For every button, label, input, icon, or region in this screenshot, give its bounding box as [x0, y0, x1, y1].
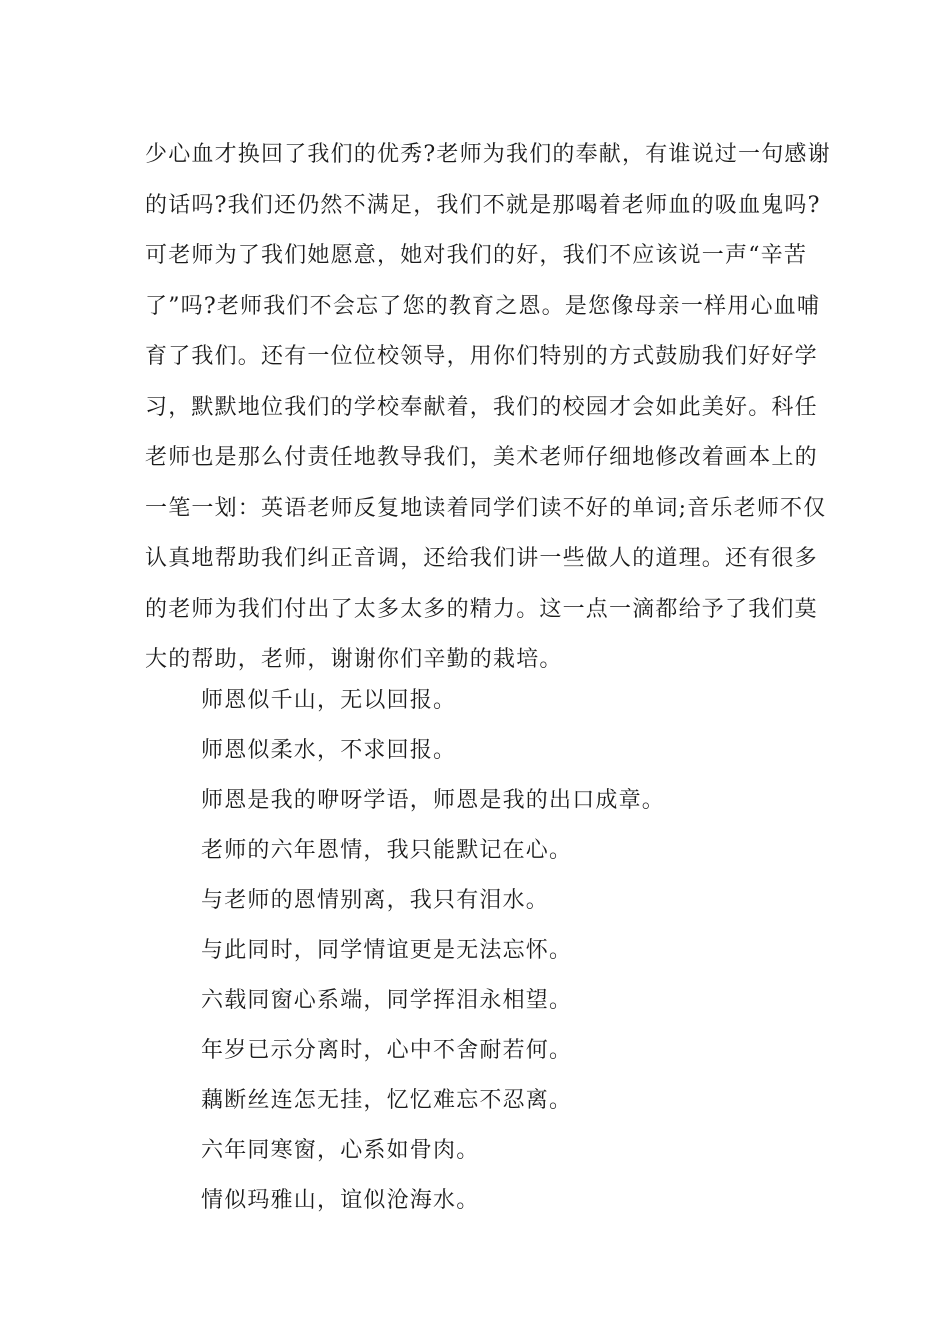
- paragraph-line: 可老师为了我们她愿意，她对我们的好，我们不应该说一声“辛苦: [145, 243, 808, 268]
- paragraph-line: 一笔一划：英语老师反复地读着同学们读不好的单词;音乐老师不仅: [145, 495, 827, 521]
- verse-line: 六载同窗心系端，同学挥泪永相望。: [201, 988, 573, 1013]
- verse-line: 师恩似柔水，不求回报。: [201, 738, 457, 763]
- paragraph-line: 认真地帮助我们纠正音调，还给我们讲一些做人的道理。还有很多: [145, 546, 818, 571]
- verse-list: [201, 676, 821, 1226]
- verse-line: 六年同寒窗，心系如骨肉。: [201, 1138, 480, 1163]
- paragraph-line: 了”吗?老师我们不会忘了您的教育之恩。是您像母亲一样用心血哺: [145, 293, 821, 319]
- paragraph-line: 少心血才换回了我们的优秀?老师为我们的奉献，有谁说过一句感谢: [145, 142, 831, 167]
- paragraph-line: 大的帮助，老师，谢谢你们辛勤的栽培。: [145, 647, 563, 672]
- paragraph-line: 的老师为我们付出了太多太多的精力。这一点一滴都给予了我们莫: [145, 596, 818, 622]
- verse-line: 情似玛雅山，谊似沧海水。: [201, 1188, 480, 1213]
- verse-line: 藕断丝连怎无挂，忆忆难忘不忍离。: [201, 1088, 573, 1113]
- paragraph-line: 老师也是那么付责任地教导我们，美术老师仔细地修改着画本上的: [145, 445, 818, 470]
- verse-line: 与老师的恩情别离，我只有泪水。: [201, 888, 550, 913]
- paragraph-line: 育了我们。还有一位位校领导，用你们特别的方式鼓励我们好好学: [145, 344, 818, 369]
- verse-line: 师恩是我的咿呀学语，师恩是我的出口成章。: [201, 788, 666, 813]
- paragraph-line: 的话吗?我们还仍然不满足，我们不就是那喝着老师血的吸血鬼吗?: [145, 192, 821, 218]
- paragraph-line: 习，默默地位我们的学校奉献着，我们的校园才会如此美好。科任: [145, 394, 818, 420]
- verse-line: 年岁已示分离时，心中不舍耐若何。: [201, 1038, 573, 1063]
- verse-line: 老师的六年恩情，我只能默记在心。: [201, 838, 573, 863]
- verse-line: 与此同时，同学情谊更是无法忘怀。: [201, 938, 573, 963]
- body-paragraph: [145, 130, 831, 686]
- verse-line: 师恩似千山，无以回报。: [201, 688, 457, 713]
